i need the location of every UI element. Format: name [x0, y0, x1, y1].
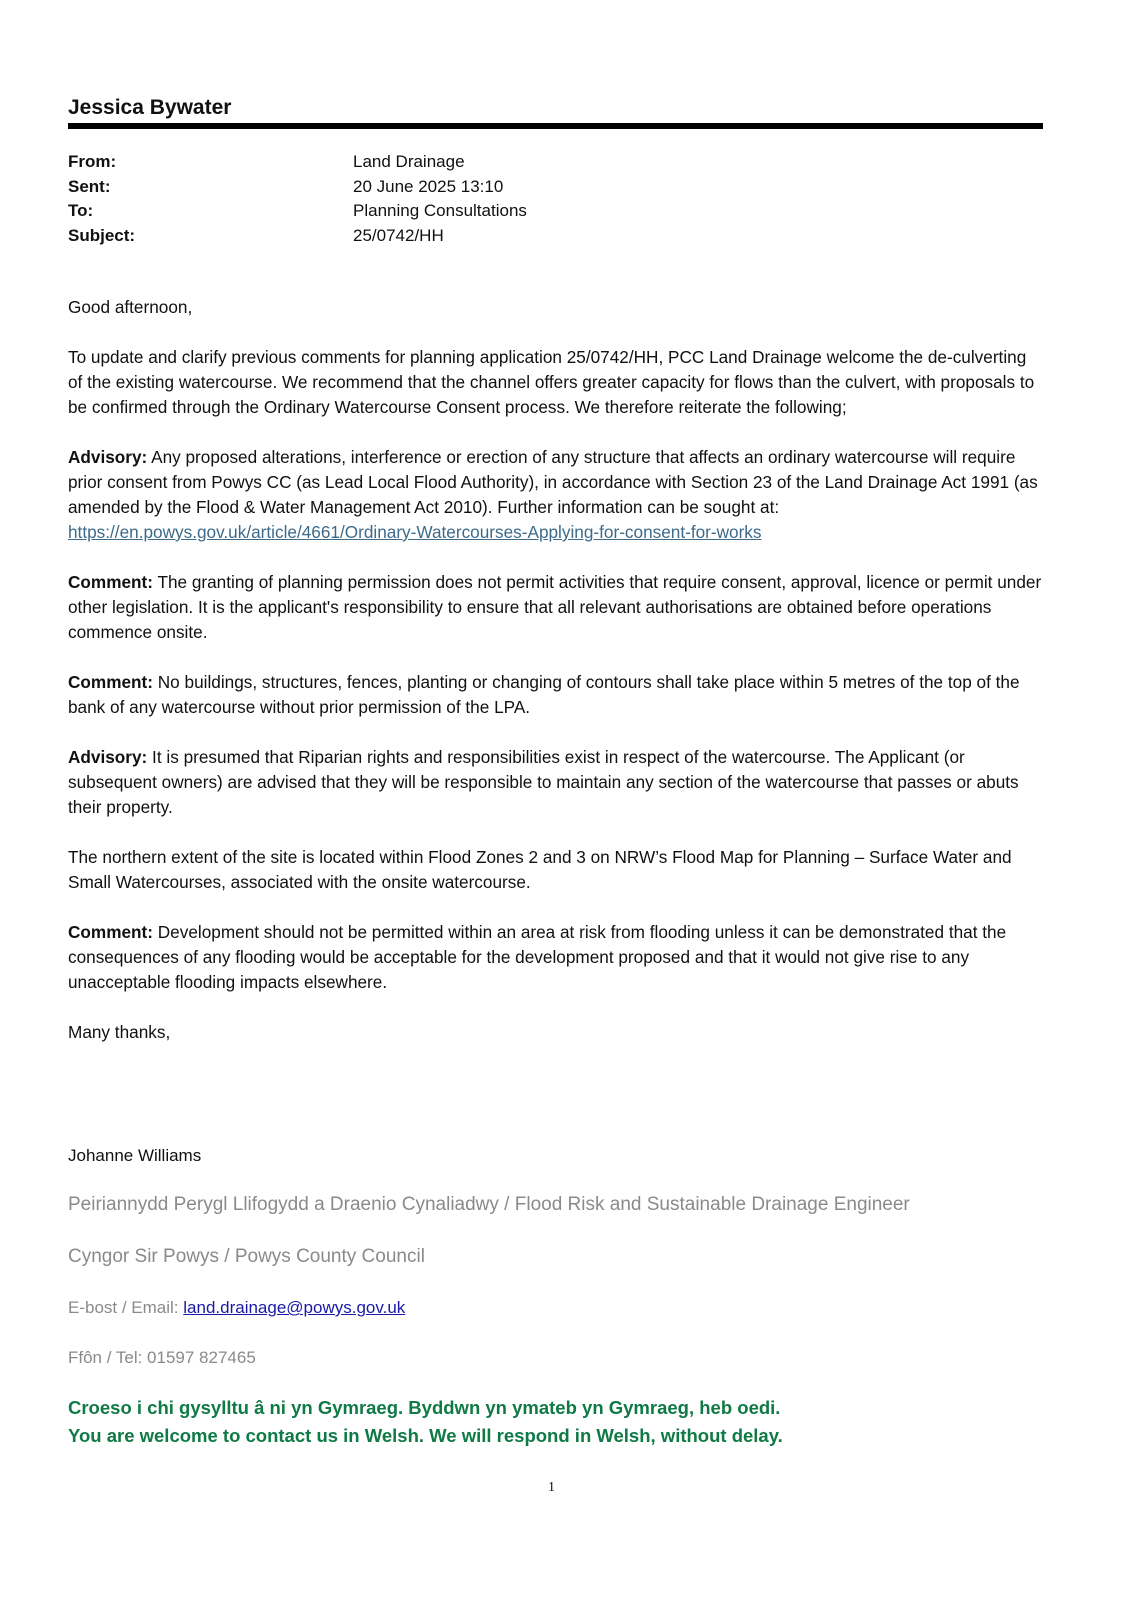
meta-label: Sent: — [68, 176, 111, 196]
signature-name: Johanne Williams — [68, 1146, 202, 1165]
recipient-name: Jessica Bywater — [68, 96, 232, 119]
signature — [68, 1146, 1043, 1450]
paragraph-text: Development should not be permitted within an area at risk from flooding unless it can be demonstrated that the consequences of any flooding would be acceptable for the development proposed and that it would not give rise to any unacceptable flooding impacts elsewhere. — [68, 922, 1007, 992]
meta-subject — [68, 224, 527, 249]
paragraph-text: The granting of planning permission does not permit activities that require consent, approval, licence or permit under other legislation. It is the applicant's responsibility to ensure that all relevant authorisations are obtained before operations commence onsite. — [68, 572, 1042, 642]
meta-value: 20 June 2025 13:10 — [353, 176, 504, 196]
comment-flood-risk-paragraph — [68, 920, 1043, 995]
paragraph-text: Any proposed alterations, interference or erection of any structure that affects an ordinary watercourse will require prior consent from Powys CC (as Lead Local Flood Authority), in accordance with Section 23 of the Land Drainage Act 1991 (as amended by the Flood & Water Management Act 2010). Further information can be sought at: — [68, 447, 1038, 517]
meta-label: Subject: — [68, 225, 136, 245]
paragraph-label: Comment: — [68, 922, 153, 942]
meta-value: Land Drainage — [353, 152, 465, 171]
flood-zone-paragraph: The northern extent of the site is located within Flood Zones 2 and 3 on NRW’s Flood Map for Planning – Surface Water and Small Watercourses, associated with the onsite watercourse. — [68, 847, 1012, 892]
closing: Many thanks, — [68, 1022, 171, 1042]
email-meta — [68, 150, 527, 248]
consent-link[interactable]: https://en.powys.gov.uk/article/4661/Ordinary-Watercourses-Applying-for-consent-for-works — [68, 522, 762, 542]
header-divider — [68, 123, 1043, 129]
meta-value: Planning Consultations — [353, 201, 527, 220]
signature-tel: Ffôn / Tel: 01597 827465 — [68, 1348, 256, 1367]
email-label: E-bost / Email: — [68, 1298, 184, 1317]
signature-email-line — [68, 1298, 1043, 1318]
paragraph-label: Comment: — [68, 672, 153, 692]
signature-title: Peiriannydd Perygl Llifogydd a Draenio Cynaliadwy / Flood Risk and Sustainable Drainage Engineer — [68, 1194, 910, 1215]
english-language-notice: You are welcome to contact us in Welsh. We will respond in Welsh, without delay. — [68, 1425, 783, 1446]
paragraph-text: It is presumed that Riparian rights and responsibilities exist in respect of the watercourse. The Applicant (or subsequent owners) are advised that they will be responsible to maintain any section of the watercourse that passes or abuts their property. — [68, 747, 1019, 817]
meta-sent — [68, 175, 527, 200]
meta-value: 25/0742/HH — [353, 225, 444, 245]
signature-org: Cyngor Sir Powys / Powys County Council — [68, 1246, 425, 1267]
meta-label: To: — [68, 201, 94, 220]
email-body — [68, 295, 1043, 1070]
advisory-consent-paragraph — [68, 445, 1043, 545]
meta-label: From: — [68, 152, 117, 171]
paragraph-label: Advisory: — [68, 747, 148, 767]
welsh-language-notice: Croeso i chi gysylltu â ni yn Gymraeg. Byddwn yn ymateb yn Gymraeg, heb oedi. — [68, 1397, 781, 1418]
intro-paragraph: To update and clarify previous comments for planning application 25/0742/HH, PCC Land Drainage welcome the de-culverting of the existing watercourse. We recommend that the channel offers greater capacity for flows than the culvert, with proposals to be confirmed through the Ordinary Watercourse Consent process. We therefore reiterate the following; — [68, 347, 1035, 417]
comment-buffer-paragraph — [68, 670, 1043, 720]
paragraph-label: Advisory: — [68, 447, 148, 467]
comment-permission-paragraph — [68, 570, 1043, 645]
page-number: 1 — [548, 1480, 555, 1495]
meta-to — [68, 199, 527, 224]
paragraph-text: No buildings, structures, fences, planting or changing of contours shall take place within 5 metres of the top of the bank of any watercourse without prior permission of the LPA. — [68, 672, 1020, 717]
greeting: Good afternoon, — [68, 297, 193, 317]
email-link[interactable]: land.drainage@powys.gov.uk — [183, 1298, 406, 1317]
advisory-riparian-paragraph — [68, 745, 1043, 820]
meta-from — [68, 150, 527, 175]
paragraph-label: Comment: — [68, 572, 153, 592]
